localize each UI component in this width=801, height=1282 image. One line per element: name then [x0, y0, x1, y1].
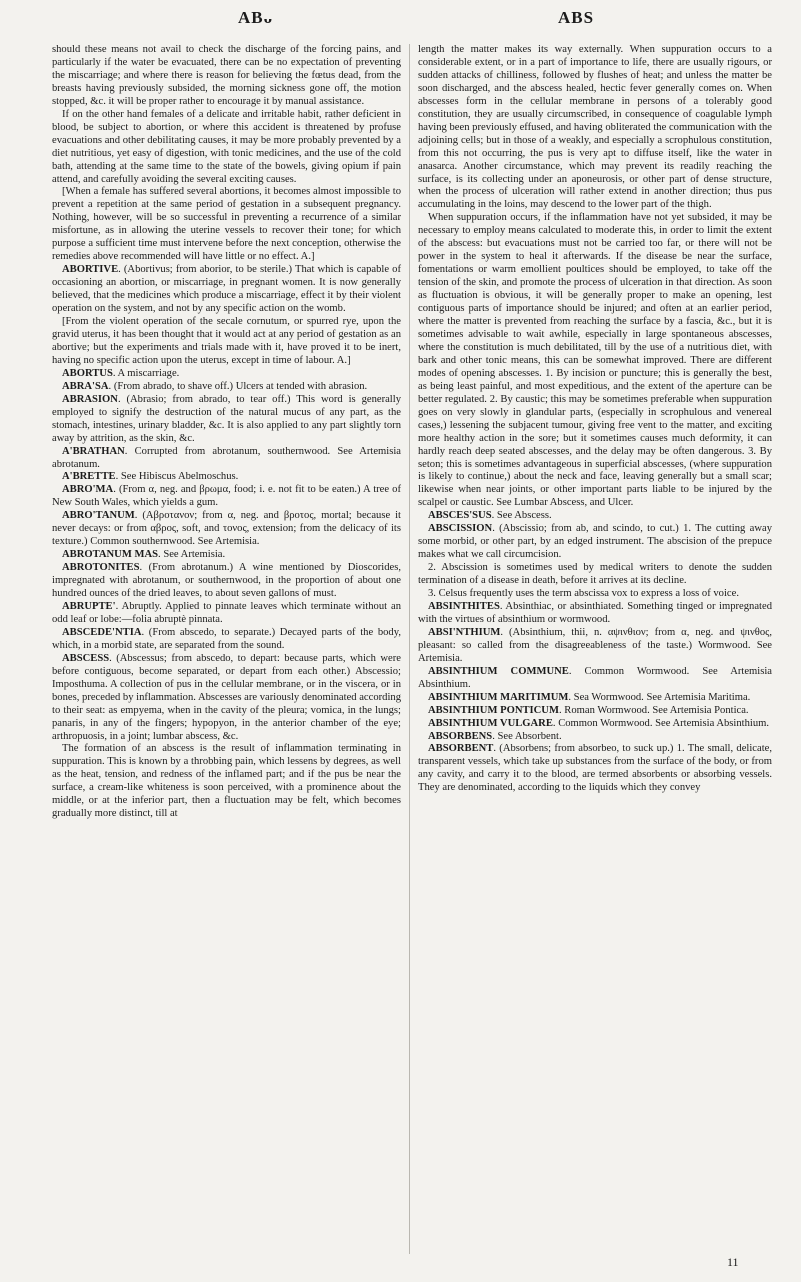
- headword: ABROTONITES: [62, 562, 140, 574]
- headword: ABSCES'SUS: [428, 510, 492, 522]
- entry-paragraph: 3. Celsus frequently uses the term abscissa vox to express a loss of voice.: [428, 588, 739, 600]
- entry-abroma: ABRO'MA. (From α, neg. and βρωμα, food; i. e. not fit to be eaten.) A tree of New South Wales, which yields a gum.: [52, 484, 401, 509]
- entry-abscission: ABSCISSION. (Abscissio; from ab, and scindo, to cut.) 1. The cutting away some morbid, or other part, by an edged instrument. The abscision of the prepuce makes what we call circumcision.: [418, 523, 772, 561]
- headword: ABROTANUM MAS: [62, 549, 159, 561]
- headword: A'BRATHAN: [62, 445, 125, 457]
- entry-absinthium: ABSI'NTHIUM. (Absinthium, thii, n. αψινθιον; from α, neg. and ψινθος, pleasant: so called from the disagreeableness of the taste.) Wormwood. See Artemisia.: [418, 626, 772, 664]
- headword: ABSINTHITES: [428, 600, 500, 612]
- entry-abortus: ABORTUS. A miscarriage.: [62, 367, 180, 379]
- entry-paragraph: When suppuration occurs, if the inflammation have not yet subsided, it may be necessary to employ means calculated to moderate this, in order to limit the extent of the abscess: but evacuations must not be carried too far, or there will not be power in the system to heal it afterwards. If the disease be near the surface, fomentations or warm emollient poultices should be employed, to take off the tension of the skin, and promote the process of ulceration in that direction. As soon as fluctuation is obvious, it will be generally proper to make an opening, lest contiguous parts of importance should be injured; and often at an earlier period, where the matter is prevented from reaching the surface by a fascia, &c., but it is sometimes advisable to wait awhile, especially in large spontaneous abscesses, where the constitution is much debilitated, till by the use of a nutritious diet, with bark and other tonic means, this can be somewhat improved. There are different modes of opening abscesses. 1. By incision or puncture; this is generally the best, as being least painful, and most expeditious, and the extent of the aperture can be better regulated. 2. By caustic; this may be sometimes preferable when suppuration goes on very slowly in glandular parts, (especially in scrophulous and venereal cases,) lessening the subjacent tumour, giving free vent to the matter, and exciting more healthy action in the sore; but it sometimes causes much deformity, it can hardly reach deep seated abscesses, and the delay may be often dangerous. 3. By seton; this is sometimes advantageous in superficial abscesses, (where suppuration is likely to continue,) about the neck and face, leaving generally but a small scar; likewise when near joints, or other important parts liable to be injured by the scalpel or caustic. See Lumbar Abscess, and Ulcer.: [418, 212, 772, 509]
- headword: ABRA'SA: [62, 380, 109, 392]
- headword: ABSINTHIUM VULGARE: [428, 717, 553, 729]
- running-head: [0, 8, 801, 34]
- headword: ABRUPTE': [62, 600, 116, 612]
- entry-editor-note: [When a female has suffered several abortions, it becomes almost impossible to prevent a repetition at the same period of gestation in a subsequent pregnancy. Nothing, however, will be so successful in preventing a recurrence of a similar misfortune, as in allowing the uterine vessels to recover their tone; for which purpose a sufficient time must intervene before the next conception, otherwise the remedies above recommended will have little or no effect. A.]: [52, 186, 401, 263]
- entry-absorbens: ABSORBENS. See Absorbent.: [428, 730, 562, 742]
- headword: ABSCISSION: [428, 523, 493, 535]
- headword: ABRO'MA: [62, 484, 114, 496]
- headword: ABSORBENS: [428, 730, 493, 742]
- entry-abrotonites: ABROTONITES. (From abrotanum.) A wine mentioned by Dioscorides, impregnated with abrotanum, or southernwood, in the proportion of about one hundred ounces of the dried leaves, to about seven gallons of must.: [52, 562, 401, 600]
- entry-absinthium-ponticum: ABSINTHIUM PONTICUM. Roman Wormwood. See Artemisia Pontica.: [428, 704, 749, 716]
- entry-abrette: A'BRETTE. See Hibiscus Abelmoschus.: [62, 471, 239, 483]
- headword: ABORTUS: [62, 367, 113, 379]
- headword: ABSINTHIUM COMMUNE: [428, 665, 569, 677]
- signature-mark: 11: [727, 1255, 739, 1269]
- headword: ABSINTHIUM PONTICUM: [428, 704, 559, 716]
- headword: ABSCEDE'NTIA: [62, 626, 142, 638]
- headword: ABORTIVE: [62, 264, 119, 276]
- headword: A'BRETTE: [62, 471, 116, 483]
- entry-paragraph: 2. Abscission is sometimes used by medical writers to denote the sudden termination of a disease in death, before it arrives at its decline.: [418, 562, 772, 587]
- running-head-left: ABᴗ: [238, 8, 274, 27]
- entry-abrasion: ABRASION. (Abrasio; from abrado, to tear off.) This word is generally employed to signify the destruction of the natural mucus of any part, as the stomach, intestines, urinary bladder, &c. It is also applied to any part slightly torn away by attrition, as the skin, &c.: [52, 393, 401, 444]
- headword: ABRASION: [62, 393, 118, 405]
- entry-abscessus: ABSCES'SUS. See Abscess.: [428, 510, 552, 522]
- entry-paragraph: If on the other hand females of a delicate and irritable habit, rather deficient in blood, be subject to abortion, or where this accident is threatened by profuse evacuations and other debilitating causes, it may be more probably prevented by a diet nutritious, yet easy of digestion, with tonic medicines, and the use of the cold bath, attending at the same time to the state of the bowels, giving opium if pain attend, and carefully avoiding the several exciting causes.: [52, 108, 401, 185]
- entry-abrathan: A'BRATHAN. Corrupted from abrotanum, southernwood. See Artemisia abrotanum.: [52, 445, 401, 470]
- entry-absinthites: ABSINTHITES. Absinthiac, or absinthiated. Something tinged or impregnated with the virtues of absinthium or wormwood.: [418, 600, 772, 625]
- entry-abrupte: ABRUPTE'. Abruptly. Applied to pinnate leaves which terminate without an odd leaf or lobe:—folia abruptè pinnata.: [52, 600, 401, 625]
- entry-absinthium-commune: ABSINTHIUM COMMUNE. Common Wormwood. See Artemisia Absinthium.: [418, 665, 772, 690]
- entry-abscedentia: ABSCEDE'NTIA. (From abscedo, to separate.) Decayed parts of the body, which, in a morbid state, are separated from the sound.: [52, 626, 401, 651]
- entry-absorbent: ABSORBENT. (Absorbens; from absorbeo, to suck up.) 1. The small, delicate, transparent vessels, which take up substances from the surface of the body, or from any cavity, and carry it to the blood, are termed absorbents or absorbing vessels. They are denominated, according to the liquids which they convey: [418, 743, 772, 794]
- headword: ABRO'TANUM: [62, 510, 135, 522]
- entry-absinthium-vulgare: ABSINTHIUM VULGARE. Common Wormwood. See Artemisia Absinthium.: [428, 717, 770, 729]
- entry-abrasa: ABRA'SA. (From abrado, to shave off.) Ulcers at tended with abrasion.: [62, 380, 368, 392]
- entry-editor-note: [From the violent operation of the secale cornutum, or spurred rye, upon the gravid uterus, it has been thought that it would act at any period of gestation as an abortive; but the experiments and trials made with it, have proved it to be inert, having no specific action upon the uterus, except in time of labour. A.]: [52, 316, 401, 366]
- headword: ABSORBENT: [428, 743, 494, 755]
- entry-abortive: ABORTIVE. (Abortivus; from aborior, to be sterile.) That which is capable of occasioning an abortion, or miscarriage, in pregnant women. It is now generally believed, that the medicines which produce a miscarriage, effect it by their violent operation on the system, and not by any specific action on the womb.: [52, 264, 401, 315]
- entry-continuation: should these means not avail to check the discharge of the forcing pains, and particularly if the water be evacuated, there can be no expectation of preventing the miscarriage; and where there is reason for believing the fœtus dead, from the breasts having previously subsided, the morning sickness gone off, the motion stopped, &c. it will be proper rather to encourage it by manual assistance.: [52, 44, 401, 107]
- column-divider: [409, 44, 410, 1254]
- headword: ABSINTHIUM MARITIMUM: [428, 691, 569, 703]
- headword: ABSCESS: [62, 652, 110, 664]
- entry-abscess: ABSCESS. (Abscessus; from abscedo, to depart: because parts, which were before contiguous, become separated, or depart from each other.) Abscessio; Imposthuma. A collection of pus in the cellular membrane, or in the viscera, or in bones, preceded by inflammation. Abscesses are variously denominated according to their seat: as empyema, when in the cavity of the pleura; vomica, in the lungs; panaris, in any of the fingers; hypopyon, in the anterior chamber of the eye; arthropuosis, in a joint; lumbar abscess, &c.: [52, 652, 401, 742]
- entry-abrotanum-mas: ABROTANUM MAS. See Artemisia.: [62, 549, 226, 561]
- entry-absinthium-maritimum: ABSINTHIUM MARITIMUM. Sea Wormwood. See Artemisia Maritima.: [428, 691, 751, 703]
- entry-abrotanum: ABRO'TANUM. (Αβροτανον; from α, neg. and βροτος, mortal; because it never decays: or from αβρος, soft, and τονος, extension; from the delicacy of its texture.) Common southernwood. See Artemisia.: [52, 510, 401, 548]
- right-column: [418, 44, 772, 795]
- entry-paragraph: The formation of an abscess is the result of inflammation terminating in suppuration. This is known by a throbbing pain, which lessens by degrees, as well as the heat, tension, and redness of the inflamed part; and if the pus be near the surface, a cream-like whiteness is soon perceived, with a prominence about the middle, or at the inferior part, then a fluctuation may be felt, which becomes gradually more distinct, till at: [52, 743, 401, 820]
- headword: ABSI'NTHIUM: [428, 626, 501, 638]
- left-column: [52, 44, 401, 821]
- entry-continuation: length the matter makes its way externally. When suppuration occurs to a considerable extent, or in a part of importance to life, there are usually rigours, or sudden attacks of chilliness, followed by flushes of heat; and unless the matter be soon discharged, and the abscess healed, hectic fever generally comes on. When abscesses form in the cellular membrane in persons of a tolerably good constitution, they are usually circumscribed, in consequence of coagulable lymph having been previously effused, and having obliterated the communication with the adjoining cells; but in those of a weakly, and especially a scrophulous constitution, from this not occurring, the pus is very apt to diffuse itself, like the water in anasarca. Another circumstance, which may prevent its readily reaching the surface, is its collecting under an aponeurosis, or other part of dense structure, when the process of ulceration will rather extend in another direction; thus pus accumulating in the loins, may descend to the lower part of the thigh.: [418, 44, 772, 211]
- running-head-right: ABS: [558, 8, 595, 27]
